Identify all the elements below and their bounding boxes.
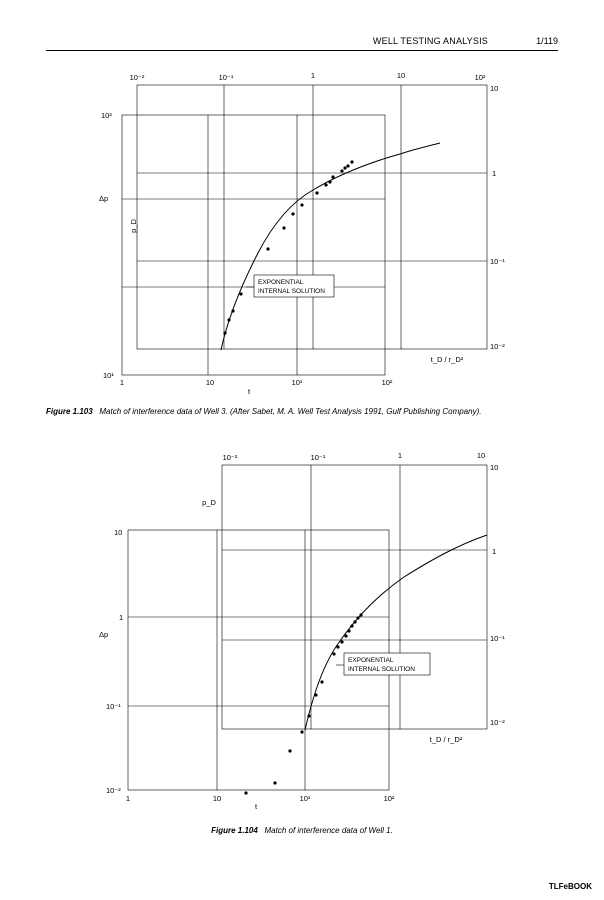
left-tick-label: 10¹ [103,371,114,380]
top-tick-label: 10⁻² [222,453,238,462]
right-tick-label: 10⁻¹ [490,257,505,266]
top-tick-label: 1 [310,71,316,80]
match-curve [221,143,440,350]
caption-label: Figure 1.103 [46,407,93,416]
page-number: 1/119 [536,36,558,46]
data-point [344,634,347,637]
data-point [307,714,310,717]
data-point [227,318,230,321]
left-tick-label: 10² [101,111,112,120]
data-point [332,652,335,655]
data-point [356,616,359,619]
top-tick-label: 10 [476,451,486,460]
type-curve-frame [222,465,487,729]
data-point [359,613,362,616]
td-label: t_D / r_D² [429,735,463,744]
footer-watermark: TLFeBOOK [548,882,592,891]
type-curve-frame [137,85,487,349]
data-point [239,292,242,295]
left-tick-label: 1 [119,613,124,622]
data-point [314,693,317,696]
right-tick-label: 10⁻¹ [490,634,505,643]
pd-label: p_D [129,219,138,233]
top-tick-label: 10 [396,71,406,80]
annotation-line: INTERNAL SOLUTION [258,288,325,295]
data-point [288,749,291,752]
bottom-tick-label: 10 [212,794,222,803]
figure-1-104 [0,445,604,815]
y-axis-label: Δp [99,194,109,203]
right-tick-label: 10 [490,84,499,93]
data-point [300,203,303,206]
data-point [353,620,356,623]
figure-1-103 [0,60,604,400]
bottom-tick-label: 10² [383,794,395,803]
data-point [331,175,334,178]
left-tick-label: 10⁻¹ [106,702,121,711]
bottom-tick-label: 10¹ [291,378,303,387]
data-point [300,730,303,733]
data-point [346,164,349,167]
pd-label: p_D [202,498,216,507]
caption-text: Match of interference data of Well 1. [264,826,393,835]
caption-label: Figure 1.104 [211,826,258,835]
bottom-tick-label: 10² [381,378,393,387]
y-axis-label: Δp [99,630,109,639]
top-tick-label: 10⁻¹ [310,453,326,462]
bottom-tick-label: 10¹ [299,794,311,803]
data-point [340,169,343,172]
data-point [282,226,285,229]
annotation-line: EXPONENTIAL [348,657,394,664]
data-point [231,309,234,312]
left-tick-label: 10 [114,528,123,537]
data-point [266,247,269,250]
bottom-tick-label: 1 [119,378,125,387]
bottom-tick-label: 10 [205,378,215,387]
right-tick-label: 1 [492,547,497,556]
top-tick-label: 10⁻¹ [218,73,234,82]
data-point [324,183,327,186]
data-point [320,680,323,683]
right-tick-label: 10 [490,463,499,472]
annotation-line: INTERNAL SOLUTION [348,666,415,673]
annotation-line: EXPONENTIAL [258,279,304,286]
data-frame [122,115,385,375]
left-tick-label: 10⁻² [106,786,121,795]
data-point [328,180,331,183]
right-tick-label: 10⁻² [490,342,505,351]
top-tick-label: 10⁻² [129,73,145,82]
data-point [340,640,343,643]
x-axis-label: t [254,802,258,811]
running-header [46,36,558,50]
data-point [244,791,247,794]
figure-caption [0,825,604,836]
right-tick-label: 10⁻² [490,718,505,727]
data-point [347,629,350,632]
data-point [350,624,353,627]
caption-text: Match of interference data of Well 3. (After Sabet, M. A. Well Test Analysis 1991, Gulf Publishing Company). [99,407,482,416]
x-axis-label: t [247,387,251,396]
bottom-tick-label: 1 [125,794,131,803]
data-point [315,191,318,194]
data-point [273,781,276,784]
data-point [223,331,226,334]
match-curve [305,535,487,730]
data-point [350,160,353,163]
data-point [291,212,294,215]
data-point [336,645,339,648]
right-tick-label: 1 [492,169,497,178]
data-point [343,166,346,169]
header-rule [46,50,558,51]
td-label: t_D / r_D² [430,355,464,364]
running-title: WELL TESTING ANALYSIS [372,36,488,46]
top-tick-label: 1 [397,451,403,460]
top-tick-label: 10² [474,73,486,82]
figure-caption [46,406,558,417]
